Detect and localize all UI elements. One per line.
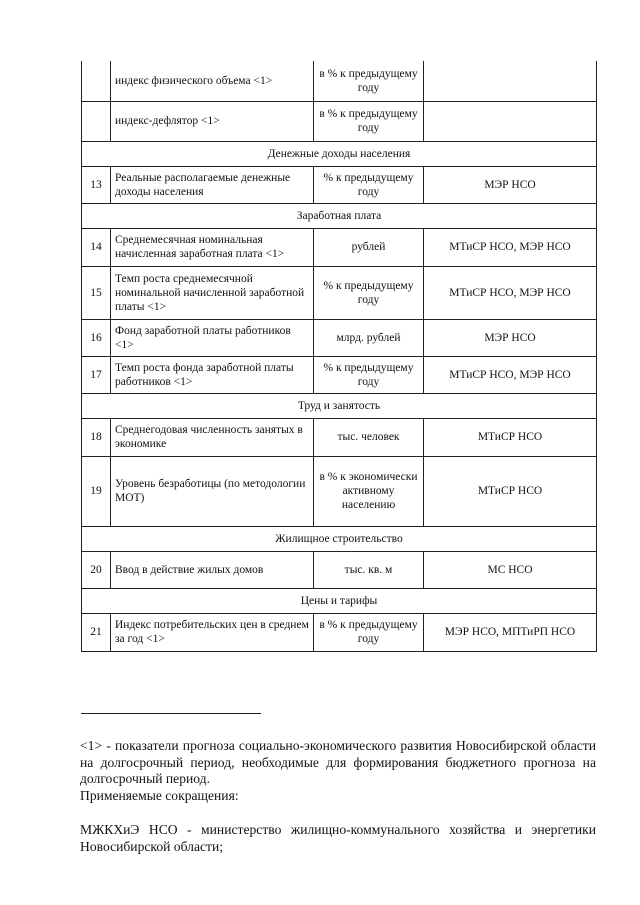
abbreviation-item: МЖКХиЭ НСО - министерство жилищно-коммунального хозяйства и энергетики Новосибирской области; <box>80 822 596 854</box>
footnote-separator <box>81 713 261 714</box>
unit-of-measure: тыс. человек <box>314 418 424 456</box>
responsible-body <box>424 61 597 101</box>
table-row <box>82 228 597 266</box>
responsible-body: МС НСО <box>424 551 597 588</box>
indicator-name: Ввод в действие жилых домов <box>111 551 314 588</box>
unit-of-measure: в % к экономически активному населению <box>314 456 424 526</box>
section-title: Труд и занятость <box>82 393 597 418</box>
row-number: 15 <box>82 266 111 319</box>
unit-of-measure: в % к предыдущему году <box>314 61 424 101</box>
responsible-body: МЭР НСО, МПТиРП НСО <box>424 613 597 651</box>
indicator-name: Реальные располагаемые денежные доходы населения <box>111 166 314 203</box>
responsible-body: МТиСР НСО <box>424 456 597 526</box>
table-row <box>82 418 597 456</box>
table-row <box>82 266 597 319</box>
unit-of-measure: % к предыдущему году <box>314 266 424 319</box>
section-title: Цены и тарифы <box>82 588 597 613</box>
row-number: 21 <box>82 613 111 651</box>
row-number: 17 <box>82 356 111 393</box>
row-number: 16 <box>82 319 111 356</box>
footnote-text: <1> - показатели прогноза социально-экономического развития Новосибирской области на долгосрочный период, необходимые для формирования бюджетного прогноза на долгосрочный период. <box>80 738 596 787</box>
row-number <box>82 101 111 141</box>
table-row <box>82 61 597 101</box>
table-row <box>82 456 597 526</box>
row-number: 19 <box>82 456 111 526</box>
section-row <box>82 526 597 551</box>
row-number <box>82 61 111 101</box>
abbreviations-title: Применяемые сокращения: <box>80 787 239 803</box>
unit-of-measure: % к предыдущему году <box>314 166 424 203</box>
notes-block <box>80 738 596 856</box>
section-row <box>82 203 597 228</box>
responsible-body: МТиСР НСО, МЭР НСО <box>424 228 597 266</box>
unit-of-measure: в % к предыдущему году <box>314 613 424 651</box>
indicator-name: Темп роста среднемесячной номинальной начисленной заработной платы <1> <box>111 266 314 319</box>
spacer <box>80 804 596 822</box>
indicator-name: Среднегодовая численность занятых в экономике <box>111 418 314 456</box>
table-row <box>82 356 597 393</box>
indicator-name: индекс физического объема <1> <box>111 61 314 101</box>
unit-of-measure: % к предыдущему году <box>314 356 424 393</box>
unit-of-measure: рублей <box>314 228 424 266</box>
responsible-body: МТиСР НСО, МЭР НСО <box>424 266 597 319</box>
section-row <box>82 393 597 418</box>
table-row <box>82 551 597 588</box>
indicators-table <box>81 61 597 652</box>
responsible-body: МЭР НСО <box>424 166 597 203</box>
table-row <box>82 613 597 651</box>
section-title: Заработная плата <box>82 203 597 228</box>
responsible-body <box>424 101 597 141</box>
table-row <box>82 319 597 356</box>
indicator-name: индекс-дефлятор <1> <box>111 101 314 141</box>
table-row <box>82 101 597 141</box>
row-number: 18 <box>82 418 111 456</box>
row-number: 13 <box>82 166 111 203</box>
responsible-body: МТиСР НСО <box>424 418 597 456</box>
indicator-name: Темп роста фонда заработной платы работников <1> <box>111 356 314 393</box>
section-row <box>82 141 597 166</box>
row-number: 20 <box>82 551 111 588</box>
responsible-body: МЭР НСО <box>424 319 597 356</box>
unit-of-measure: тыс. кв. м <box>314 551 424 588</box>
indicator-name: Фонд заработной платы работников <1> <box>111 319 314 356</box>
section-title: Денежные доходы населения <box>82 141 597 166</box>
table-row <box>82 166 597 203</box>
unit-of-measure: млрд. рублей <box>314 319 424 356</box>
indicator-name: Уровень безработицы (по методологии МОТ) <box>111 456 314 526</box>
indicator-name: Индекс потребительских цен в среднем за год <1> <box>111 613 314 651</box>
section-row <box>82 588 597 613</box>
section-title: Жилищное строительство <box>82 526 597 551</box>
indicator-name: Среднемесячная номинальная начисленная заработная плата <1> <box>111 228 314 266</box>
row-number: 14 <box>82 228 111 266</box>
unit-of-measure: в % к предыдущему году <box>314 101 424 141</box>
responsible-body: МТиСР НСО, МЭР НСО <box>424 356 597 393</box>
